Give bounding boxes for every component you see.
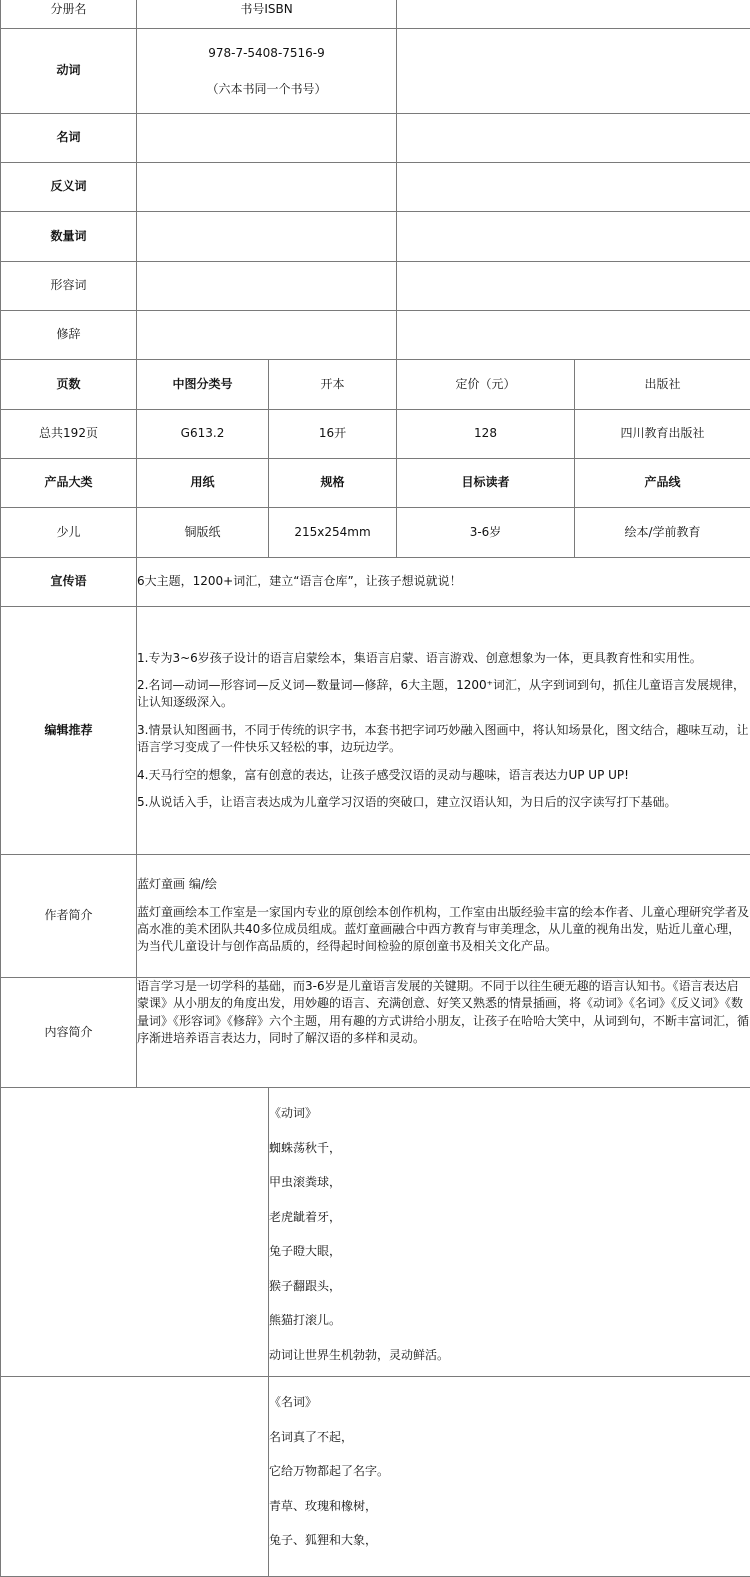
excerpt-left-empty [1, 1088, 269, 1377]
poem-line: 兔子、狐狸和大象， [269, 1523, 750, 1558]
editor-label: 编辑推荐 [1, 607, 137, 855]
volume-label: 修辞 [1, 311, 137, 360]
volume-label: 名词 [1, 114, 137, 163]
isbn-number: 978-7-5408-7516-9 [137, 35, 396, 71]
poem-line: 青草、玫瑰和橡树， [269, 1489, 750, 1524]
editor-item: 3.情景认知图画书，不同于传统的识字书，本套书把字词巧妙融入图画中，将认知场景化，图文结合，趣味互动，让语言学习变成了一件快乐又轻松的事，边玩边学。 [137, 722, 750, 757]
isbn-cell [137, 262, 397, 311]
poem-line: 老虎龇着牙， [269, 1200, 750, 1235]
empty-cell [397, 262, 750, 311]
category-header: 产品大类 [1, 459, 137, 508]
audience-header: 目标读者 [397, 459, 575, 508]
pages-header: 页数 [1, 360, 137, 410]
audience-value: 3-6岁 [397, 508, 575, 558]
author-row [1, 855, 750, 978]
volume-row-dongci [1, 29, 750, 114]
size-header: 规格 [269, 459, 397, 508]
editor-item: 1.专为3~6岁孩子设计的语言启蒙绘本，集语言启蒙、语言游戏、创意想象为一体，更具教育性和实用性。 [137, 650, 750, 667]
publisher-value: 四川教育出版社 [575, 410, 750, 459]
volume-row-xingrongci [1, 262, 750, 311]
excerpt-nouns [269, 1377, 750, 1577]
publisher-header: 出版社 [575, 360, 750, 410]
excerpt-left-empty [1, 1377, 269, 1577]
slogan-label: 宣传语 [1, 558, 137, 607]
isbn-cell [137, 163, 397, 212]
content-row [1, 978, 750, 1088]
pages-value: 总共192页 [1, 410, 137, 459]
volume-row-fanyici [1, 163, 750, 212]
header-row [1, 0, 750, 29]
category-value: 少儿 [1, 508, 137, 558]
isbn-cell [137, 29, 397, 114]
volume-label: 反义词 [1, 163, 137, 212]
editor-item: 2.名词—动词—形容词—反义词—数量词—修辞，6大主题，1200⁺词汇，从字到词到句，抓住儿童语言发展规律，让认知逐级深入。 [137, 677, 750, 712]
editor-row [1, 607, 750, 855]
volume-label: 数量词 [1, 212, 137, 262]
price-header: 定价（元） [397, 360, 575, 410]
clc-value: G613.2 [137, 410, 269, 459]
content-label: 内容简介 [1, 978, 137, 1088]
slogan-row [1, 558, 750, 607]
format-value: 16开 [269, 410, 397, 459]
isbn-note: （六本书同一个书号） [137, 71, 396, 107]
excerpt-verbs [269, 1088, 750, 1377]
author-byline: 蓝灯童画 编/绘 [137, 876, 750, 893]
empty-cell [397, 0, 750, 29]
size-value: 215x254mm [269, 508, 397, 558]
editor-item: 4.天马行空的想象，富有创意的表达，让孩子感受汉语的灵动与趣味，语言表达力UP UP UP! [137, 767, 750, 784]
clc-header: 中图分类号 [137, 360, 269, 410]
volume-label: 形容词 [1, 262, 137, 311]
poem-line: 甲虫滚粪球， [269, 1165, 750, 1200]
poem-line: 名词真了不起， [269, 1420, 750, 1455]
volume-row-xiuci [1, 311, 750, 360]
empty-cell [397, 212, 750, 262]
poem-line: 兔子瞪大眼， [269, 1234, 750, 1269]
paper-value: 铜版纸 [137, 508, 269, 558]
isbn-cell [137, 311, 397, 360]
excerpt-row [1, 1377, 750, 1577]
poem-line: 《动词》 [269, 1096, 750, 1131]
empty-cell [397, 163, 750, 212]
poem-line: 它给万物都起了名字。 [269, 1454, 750, 1489]
isbn-cell [137, 212, 397, 262]
spec-values-row-2 [1, 508, 750, 558]
format-header: 开本 [269, 360, 397, 410]
volume-name-header: 分册名 [1, 0, 137, 29]
volume-row-shuliangci [1, 212, 750, 262]
poem-line: 猴子翻跟头， [269, 1269, 750, 1304]
excerpt-row [1, 1088, 750, 1377]
empty-cell [397, 29, 750, 114]
author-text [137, 855, 750, 978]
product-line-header: 产品线 [575, 459, 750, 508]
poem-line: 熊猫打滚儿。 [269, 1303, 750, 1338]
paper-header: 用纸 [137, 459, 269, 508]
slogan-text: 6大主题，1200+词汇，建立“语言仓库”，让孩子想说就说！ [137, 558, 750, 607]
spec-header-row-2 [1, 459, 750, 508]
editor-text [137, 607, 750, 855]
content-text: 语言学习是一切学科的基础，而3-6岁是儿童语言发展的关键期。不同于以往生硬无趣的语言认知书。《语言表达启蒙课》从小朋友的角度出发，用妙趣的语言、充满创意、好笑又熟悉的情景插画，将《动词》《名词》《反义词》《数量词》《形容词》《修辞》六个主题，用有趣的方式讲给小朋友，让孩子在哈哈大笑中，从词到句，不断丰富词汇，循序渐进培养语言表达力，同时了解汉语的多样和灵动。 [137, 978, 750, 1088]
volume-row-mingci [1, 114, 750, 163]
isbn-cell [137, 114, 397, 163]
empty-cell [397, 114, 750, 163]
spec-values-row [1, 410, 750, 459]
poem-line: 蜘蛛荡秋千， [269, 1131, 750, 1166]
poem-line: 动词让世界生机勃勃，灵动鲜活。 [269, 1338, 750, 1373]
price-value: 128 [397, 410, 575, 459]
editor-item: 5.从说话入手，让语言表达成为儿童学习汉语的突破口，建立汉语认知，为日后的汉字读写打下基础。 [137, 794, 750, 811]
spec-header-row [1, 360, 750, 410]
author-bio: 蓝灯童画绘本工作室是一家国内专业的原创绘本创作机构，工作室由出版经验丰富的绘本作者、儿童心理研究学者及高水准的美术团队共40多位成员组成。蓝灯童画融合中西方教育与审美理念，从儿童的视角出发，贴近儿童心理，为当代儿童设计与创作高品质的，经得起时间检验的原创童书及相关文化产品。 [137, 904, 750, 956]
isbn-header: 书号ISBN [137, 0, 397, 29]
author-label: 作者简介 [1, 855, 137, 978]
product-line-value: 绘本/学前教育 [575, 508, 750, 558]
poem-line: 《名词》 [269, 1385, 750, 1420]
volume-label: 动词 [1, 29, 137, 114]
empty-cell [397, 311, 750, 360]
